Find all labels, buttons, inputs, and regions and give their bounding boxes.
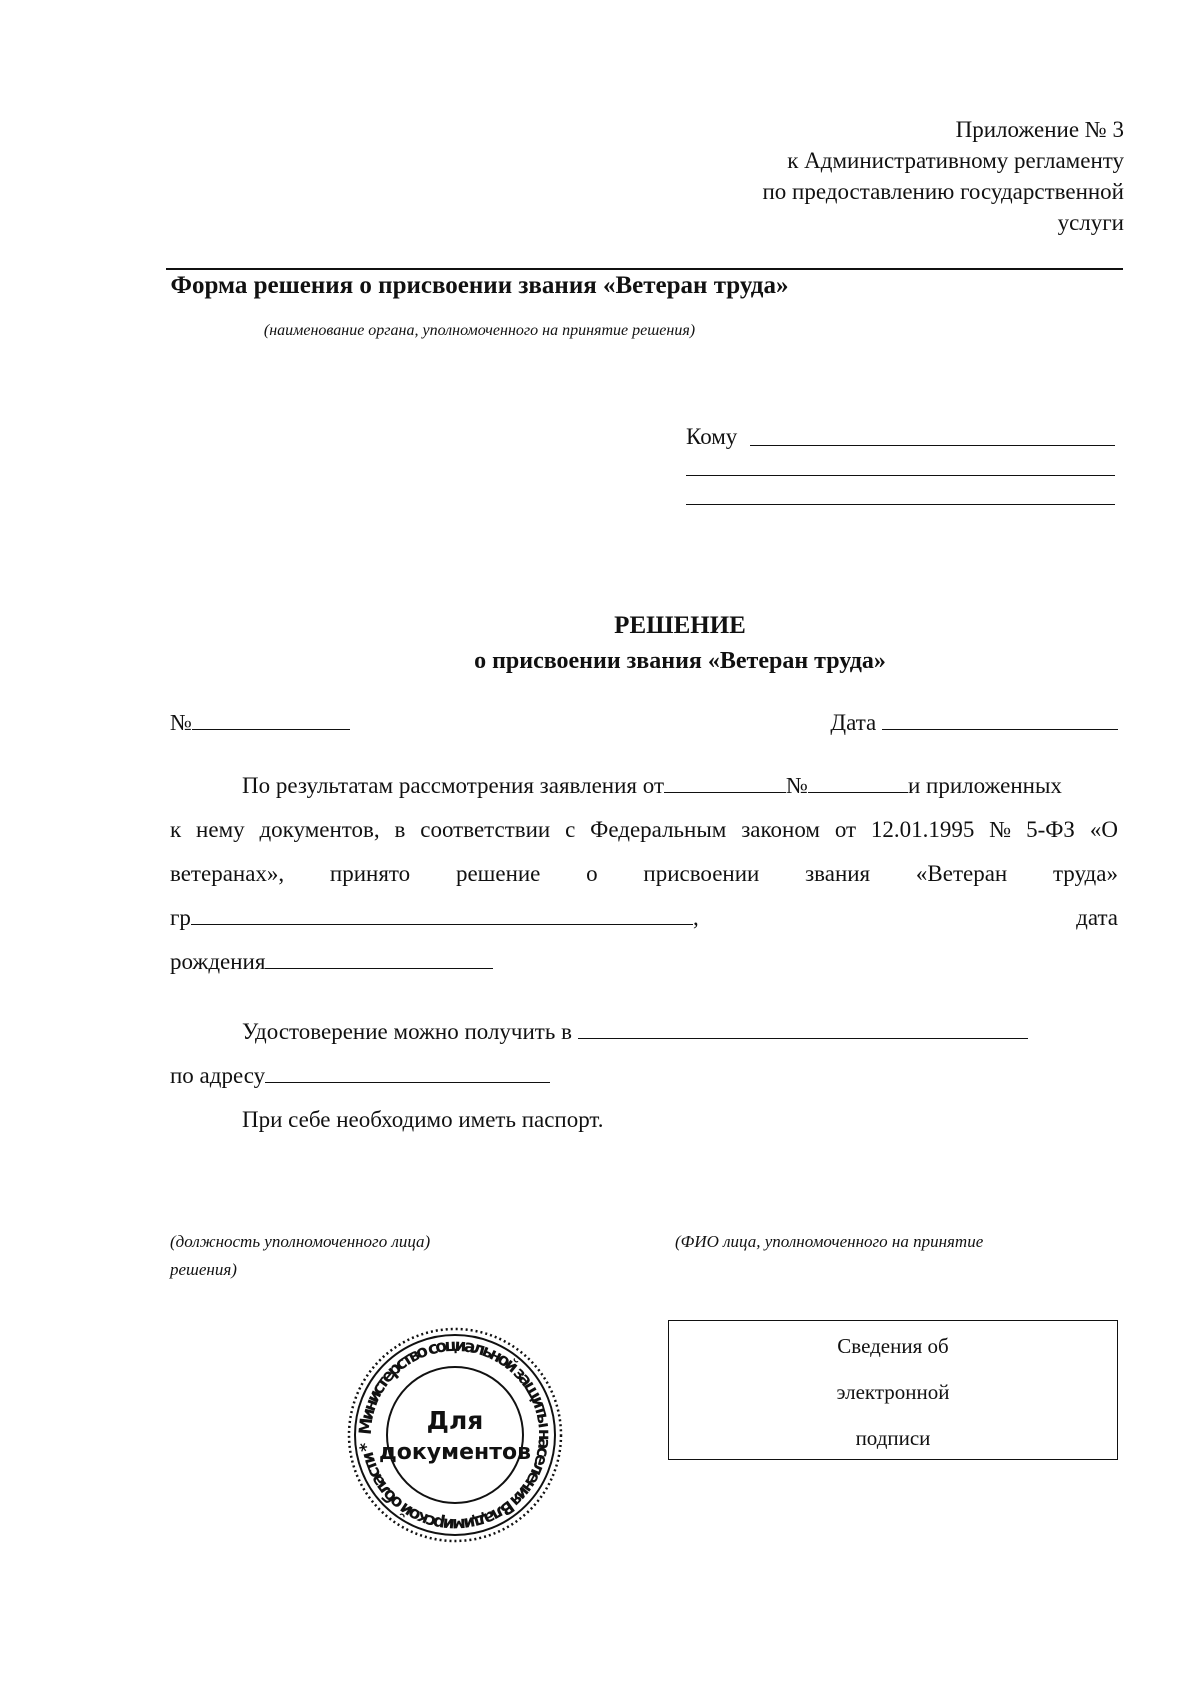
number-label: №: [170, 710, 192, 735]
body-word: принято: [329, 861, 411, 886]
body-p1-no: №: [786, 773, 808, 798]
stamp-ring-text: Министерство социальной защиты населения Владимирской области *: [355, 1335, 555, 1535]
comma: ,: [692, 905, 699, 930]
date-field[interactable]: [882, 728, 1118, 730]
body-line-1: [170, 764, 1118, 808]
body-word: Федеральным: [590, 817, 727, 842]
form-title: Форма решения о присвоении звания «Ветеран труда»: [170, 272, 789, 299]
appendix-regulation: к Административному регламенту: [787, 148, 1124, 173]
body-word: о: [586, 861, 598, 886]
body-word: ветеранах»,: [170, 861, 285, 886]
application-number-field[interactable]: [808, 791, 908, 793]
body-word: законом: [741, 817, 820, 842]
position-caption-line1: (должность уполномоченного лица): [170, 1232, 431, 1251]
certificate-line: [170, 1010, 1110, 1054]
address-line: [170, 1054, 1110, 1098]
stamp-center-line2: документов: [378, 1440, 532, 1465]
esign-line1: Сведения об: [837, 1334, 949, 1358]
body-word: «Ветеран: [915, 861, 1008, 886]
body-p1-start: По результатам рассмотрения заявления от: [242, 773, 664, 798]
body-word: документов,: [259, 817, 380, 842]
body-word: 12.01.1995: [870, 817, 975, 842]
header-divider: [166, 268, 1123, 270]
body-word: решение: [455, 861, 541, 886]
body-word: труда»: [1052, 861, 1118, 886]
esign-line2: электронной: [836, 1380, 950, 1404]
body-word: «О: [1089, 817, 1118, 842]
body-line-4: [170, 896, 1118, 940]
body-word: соответствии: [420, 817, 551, 842]
position-caption: [170, 1228, 430, 1284]
date-word: дата: [1076, 905, 1118, 930]
appendix-service-end: услуги: [1057, 210, 1124, 235]
citizen-name-field[interactable]: [191, 923, 693, 925]
body-line-2: [170, 808, 1118, 852]
certificate-label: Удостоверение можно получить в: [242, 1019, 572, 1044]
appendix-number: Приложение № 3: [955, 117, 1124, 142]
body-line-5: [170, 940, 1118, 984]
body-word: 5-ФЗ: [1026, 817, 1075, 842]
stamp-center-line1: Для: [426, 1406, 484, 1435]
body-word: в: [394, 817, 406, 842]
recipient-line-1[interactable]: [750, 445, 1115, 446]
body-word: присвоении: [643, 861, 760, 886]
appendix-service: по предоставлению государственной: [762, 179, 1124, 204]
certificate-section: [170, 1010, 1110, 1142]
decision-number: [170, 710, 350, 736]
org-name-caption: (наименование органа, уполномоченного на принятие решения): [263, 322, 696, 339]
recipient-label: Кому: [686, 424, 738, 449]
body-line-3: [170, 852, 1118, 896]
stamp-seal: [345, 1325, 565, 1545]
body-word: от: [834, 817, 857, 842]
birth-label: рождения: [170, 949, 266, 974]
appendix-header: [762, 114, 1124, 238]
decision-subheading: о присвоении звания «Ветеран труда»: [474, 648, 886, 674]
address-field[interactable]: [265, 1081, 550, 1083]
number-field[interactable]: [192, 728, 350, 730]
body-word: звания: [805, 861, 871, 886]
certificate-place-field[interactable]: [578, 1037, 1028, 1039]
recipient-line-3[interactable]: [686, 504, 1115, 505]
body-word: №: [989, 817, 1012, 842]
body-word: с: [565, 817, 576, 842]
decision-body: [170, 764, 1118, 984]
date-label: Дата: [830, 710, 877, 735]
electronic-signature-box: [668, 1320, 1118, 1460]
position-caption-line2: решения): [170, 1260, 237, 1279]
body-p1-end: и приложенных: [907, 773, 1062, 798]
fio-caption: (ФИО лица, уполномоченного на принятие: [675, 1232, 984, 1251]
esign-line3: подписи: [855, 1426, 931, 1450]
decision-heading: РЕШЕНИЕ: [614, 612, 746, 639]
passport-note: При себе необходимо иметь паспорт.: [242, 1107, 604, 1132]
address-label: по адресу: [170, 1063, 266, 1088]
body-word: нему: [196, 817, 245, 842]
decision-date: [830, 710, 1118, 736]
birth-date-field[interactable]: [265, 967, 493, 969]
recipient-line-2[interactable]: [686, 475, 1115, 476]
body-word: к: [170, 817, 182, 842]
application-date-field[interactable]: [664, 791, 786, 793]
citizen-label: гр: [170, 905, 191, 930]
